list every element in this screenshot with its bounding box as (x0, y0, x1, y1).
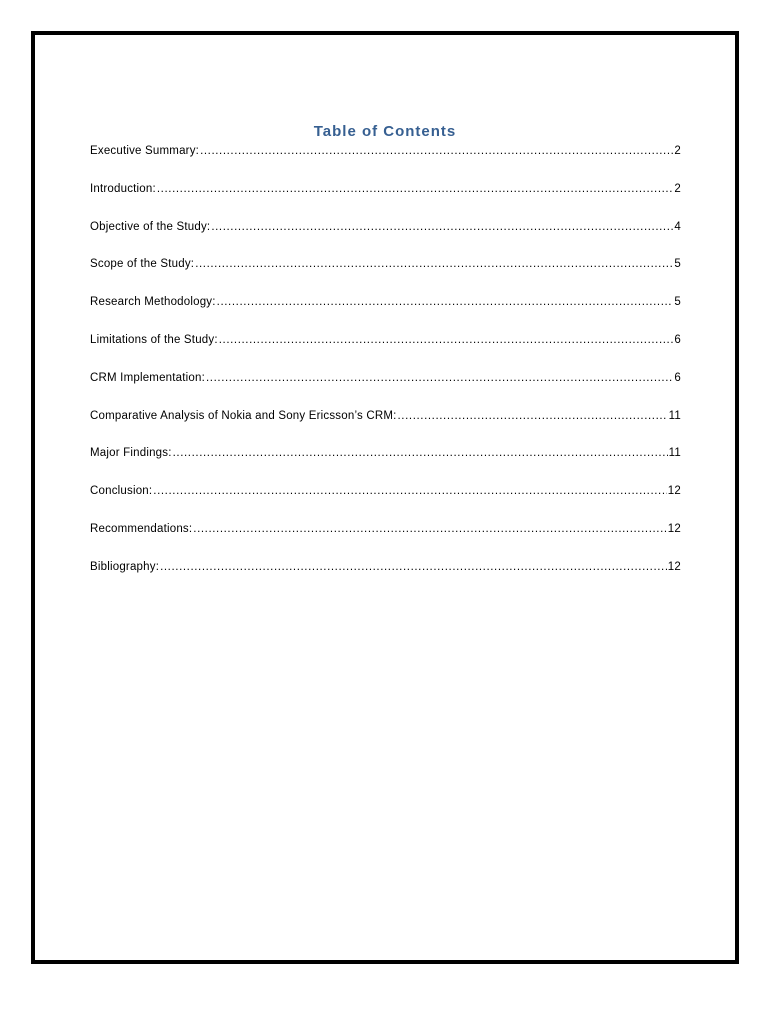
toc-entry-page: 12 (667, 485, 681, 498)
toc-entry-page: 6 (674, 333, 681, 346)
toc-dot-leader (157, 183, 674, 195)
toc-entry-label: Research Methodology: (90, 296, 216, 309)
toc-entry-page: 11 (668, 447, 681, 460)
toc-entry-page: 2 (674, 182, 681, 195)
toc-dot-leader (173, 447, 668, 459)
toc-entry-label: Scope of the Study: (90, 258, 195, 271)
toc-entry[interactable] (90, 183, 681, 221)
toc-title: Table of Contents (313, 123, 457, 140)
toc-entry-label: Recommendations: (90, 522, 193, 535)
toc-entry-label: Conclusion: (90, 485, 153, 498)
toc-entry[interactable] (90, 221, 681, 259)
toc-dot-leader (217, 296, 674, 308)
toc-entry-label: Bibliography: (90, 560, 160, 573)
document-page (31, 31, 739, 964)
toc-entry[interactable] (90, 410, 681, 448)
toc-entry[interactable] (90, 485, 681, 523)
toc-entry-label: Executive Summary: (90, 145, 200, 157)
toc-entry[interactable] (90, 296, 681, 334)
toc-entry-label: Limitations of the Study: (90, 333, 218, 346)
toc-list (90, 145, 681, 599)
toc-dot-leader (193, 523, 667, 535)
toc-entry-label: Comparative Analysis of Nokia and Sony Ericsson’s CRM: (90, 409, 397, 422)
toc-entry-page: 5 (674, 296, 681, 309)
toc-dot-leader (219, 334, 674, 346)
toc-entry[interactable] (90, 258, 681, 296)
toc-entry[interactable] (90, 523, 681, 561)
toc-entry-page: 12 (667, 522, 681, 535)
toc-dot-leader (211, 221, 673, 233)
toc-entry-label: CRM Implementation: (90, 371, 206, 384)
toc-entry-page: 4 (674, 220, 681, 233)
toc-entry-label: Objective of the Study: (90, 220, 211, 233)
toc-entry-page: 11 (668, 409, 681, 422)
toc-dot-leader (160, 561, 667, 573)
toc-entry[interactable] (90, 561, 681, 599)
toc-dot-leader (195, 258, 673, 270)
toc-entry-page: 2 (674, 145, 681, 157)
toc-entry-page: 5 (674, 258, 681, 271)
toc-dot-leader (206, 372, 673, 384)
toc-entry[interactable] (90, 447, 681, 485)
toc-entry[interactable] (90, 372, 681, 410)
toc-entry-page: 6 (674, 371, 681, 384)
toc-dot-leader (200, 145, 673, 157)
toc-entry-page: 12 (667, 560, 681, 573)
toc-dot-leader (153, 485, 667, 497)
toc-entry-label: Introduction: (90, 182, 156, 195)
toc-entry[interactable] (90, 145, 681, 183)
toc-entry-label: Major Findings: (90, 447, 172, 460)
toc-dot-leader (398, 410, 668, 422)
toc-entry[interactable] (90, 334, 681, 372)
